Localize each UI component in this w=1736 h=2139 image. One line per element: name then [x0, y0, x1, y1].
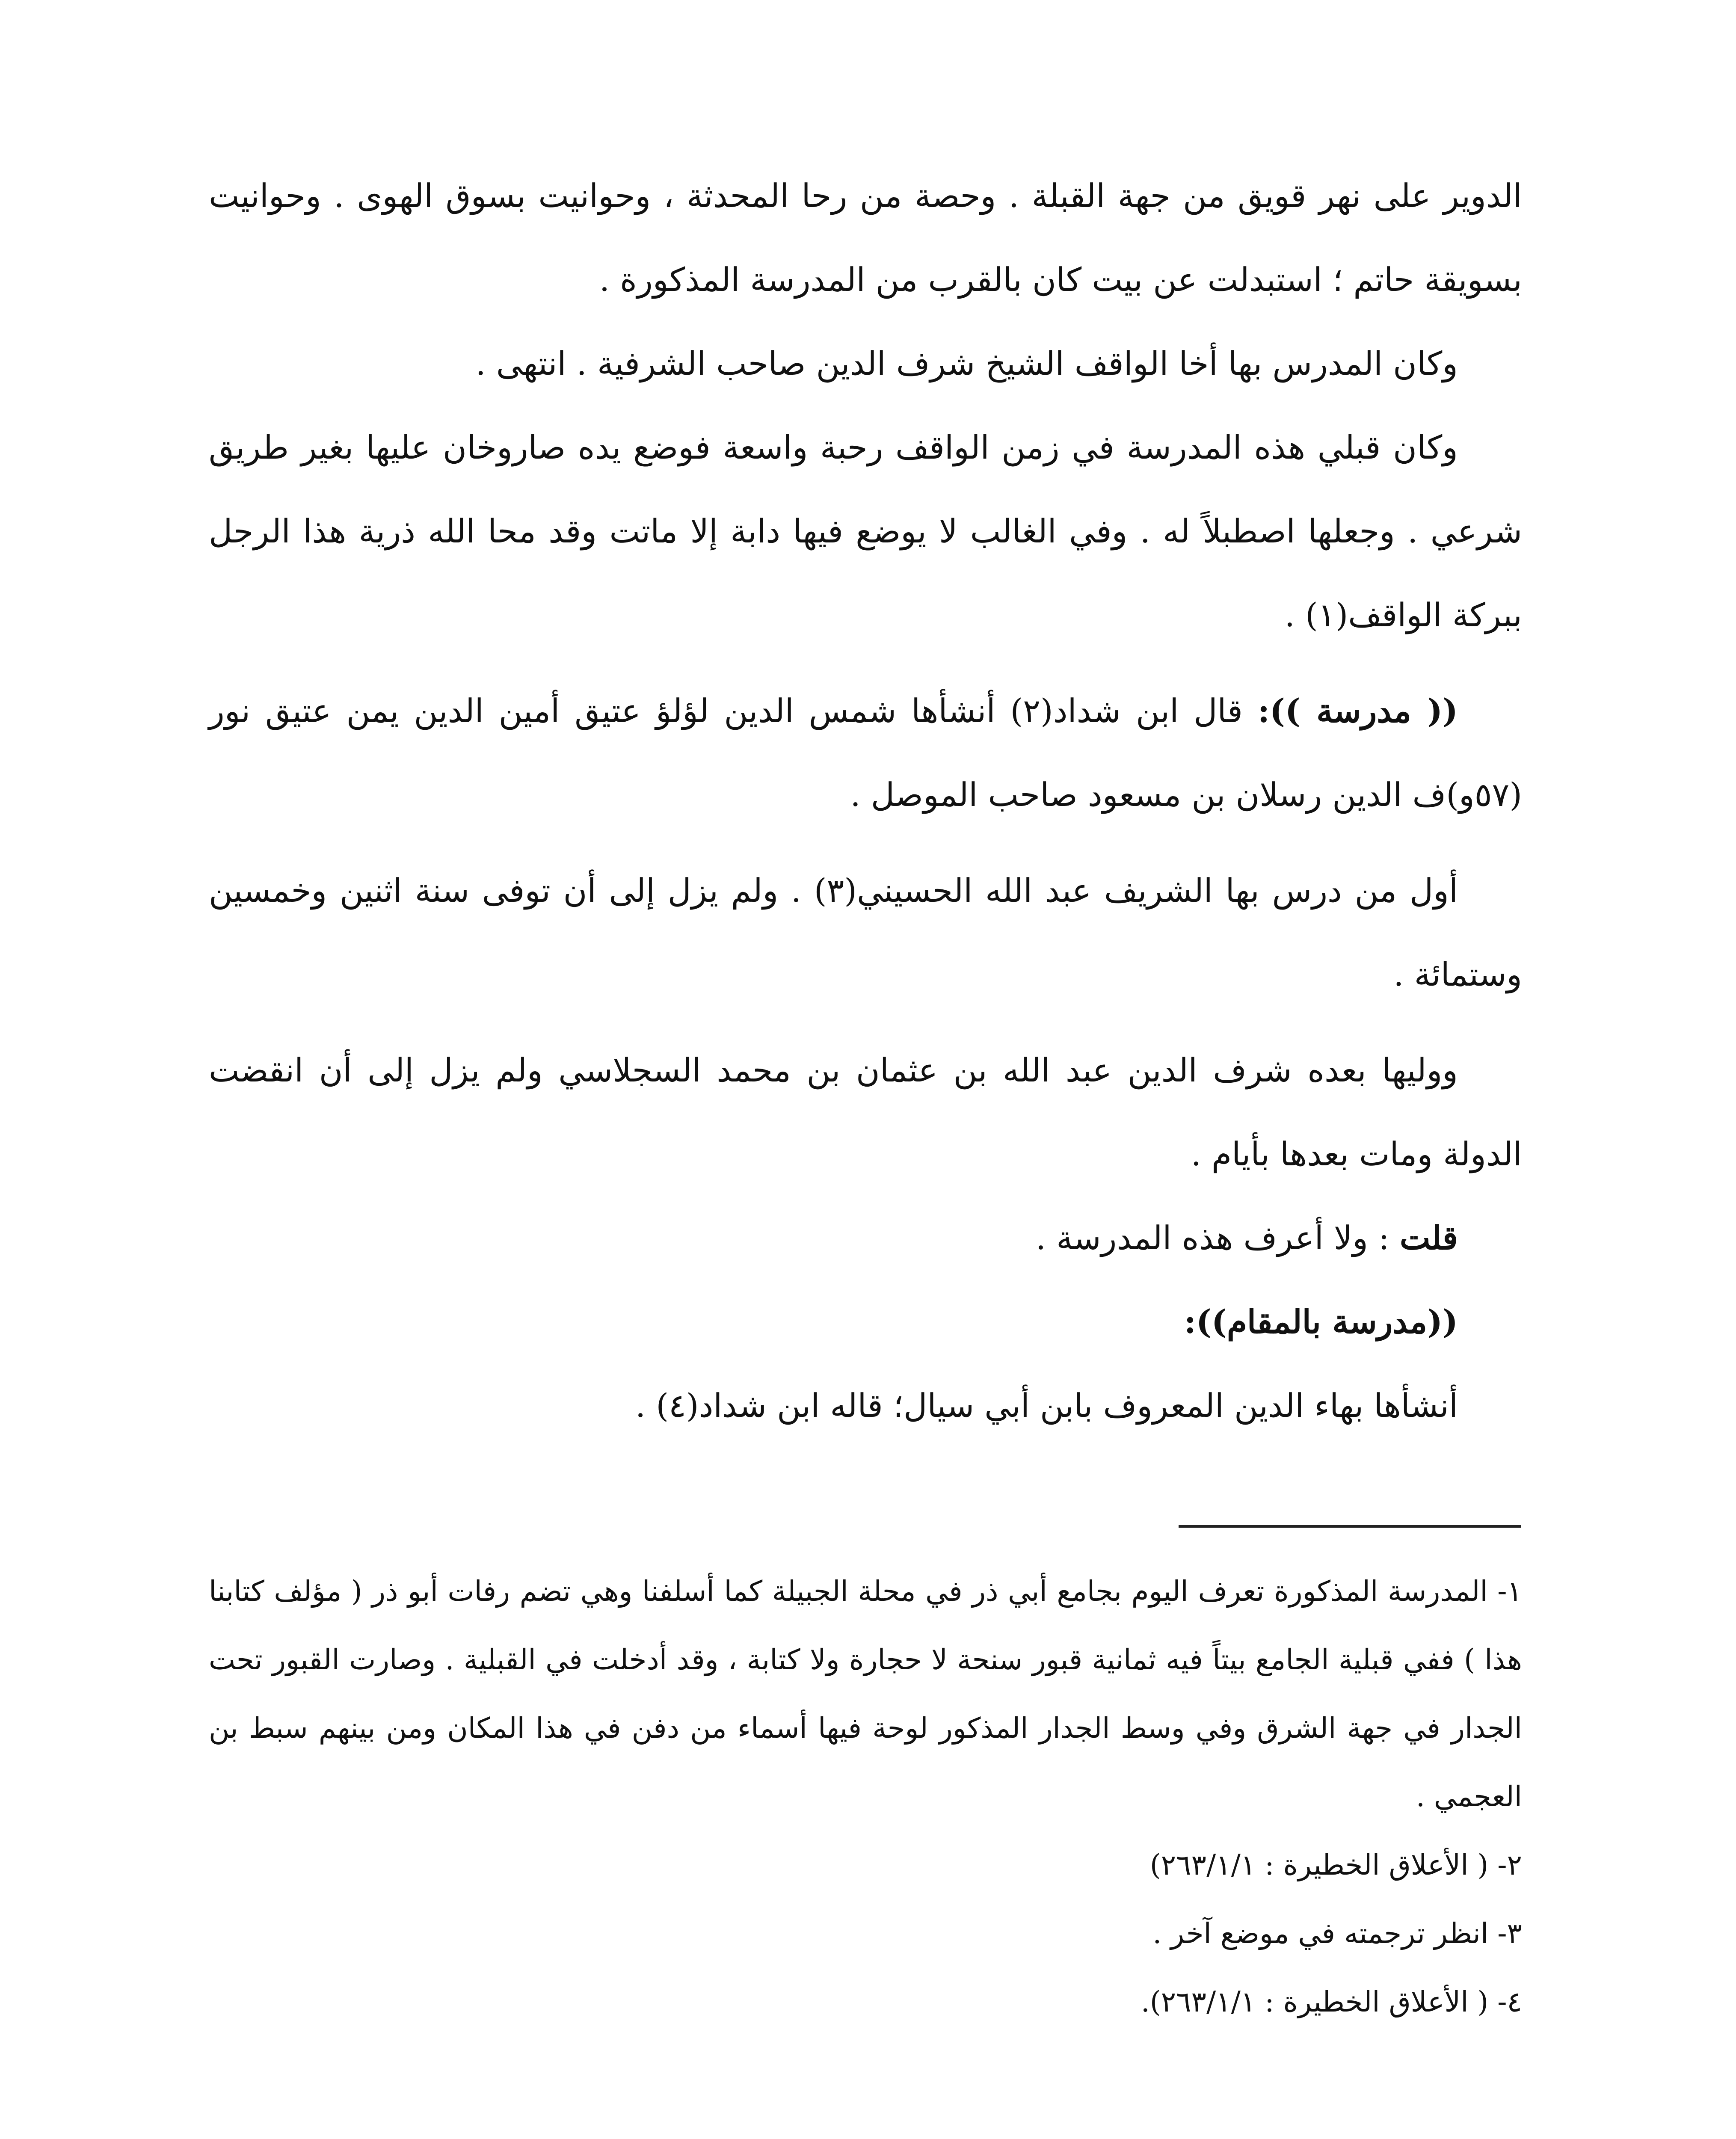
paragraph-4: [209, 669, 1522, 837]
footnote-4: ٤- ( الأعلاق الخطيرة : ٢٦٣/١/١).: [1141, 1985, 1522, 2018]
paragraph-3: وكان قبلي هذه المدرسة في زمن الواقف رحبة واسعة فوضع يده صاروخان عليها بغير طريق شرعي . وجعلها اصطبلاً له . وفي الغالب لا يوضع فيها دابة إلا ماتت وقد محا الله ذرية هذا الرجل ببركة الواقف(١) .: [209, 428, 1522, 634]
section-heading-madrasa-bil-maqam: ((مدرسة بالمقام)):: [1184, 1303, 1458, 1341]
paragraph-6: ووليها بعده شرف الدين عبد الله بن عثمان بن محمد السجلاسي ولم يزل إلى أن انقضت الدولة ومات بعدها بأيام .: [209, 1051, 1522, 1173]
footnote-3: ٣- انظر ترجمته في موضع آخر .: [1152, 1917, 1522, 1950]
main-text-body: [209, 154, 1522, 1448]
paragraph-5: أول من درس بها الشريف عبد الله الحسيني(٣) . ولم يزل إلى أن توفى سنة اثنين وخمسين وستمائة .: [209, 871, 1522, 993]
paragraph-1: الدوير على نهر قويق من جهة القبلة . وحصة من رحا المحدثة ، وحوانيت بسوق الهوى . وحوانيت بسويقة حاتم ؛ استبدلت عن بيت كان بالقرب من المدرسة المذكورة .: [209, 177, 1522, 299]
section-heading-madrasa: (( مدرسة )):: [1257, 692, 1458, 730]
footnote-separator: [1179, 1525, 1521, 1528]
qultu-label: قلت: [1399, 1219, 1458, 1257]
paragraph-9: أنشأها بهاء الدين المعروف بابن أبي سيال؛ قاله ابن شداد(٤) .: [635, 1386, 1458, 1425]
paragraph-7-text: : ولا أعرف هذه المدرسة .: [1035, 1219, 1400, 1257]
paragraph-4-text: قال ابن شداد(٢) أنشأها شمس الدين لؤلؤ عتيق أمين الدين يمن عتيق نور (٥٧و)ف الدين رسلان بن مسعود صاحب الموصل .: [209, 692, 1522, 814]
paragraph-2: وكان المدرس بها أخا الواقف الشيخ شرف الدين صاحب الشرفية . انتهى .: [475, 344, 1458, 382]
footnotes-section: [209, 1557, 1522, 2036]
footnote-1: ١- المدرسة المذكورة تعرف اليوم بجامع أبي ذر في محلة الجبيلة كما أسلفنا وهي تضم رفات أبو ذر ( مؤلف كتابنا هذا ) ففي قبلية الجامع بيتاً فيه ثمانية قبور سنحة لا حجارة ولا كتابة ، وقد أدخلت في القبلية . وصارت القبور تحت الجدار في جهة الشرق وفي وسط الجدار المذكور لوحة فيها أسماء من دفن في هذا المكان ومن بينهم سبط بن العجمي .: [209, 1575, 1522, 1813]
paragraph-7: [209, 1196, 1522, 1280]
footnote-2: ٢- ( الأعلاق الخطيرة : ٢٦٣/١/١): [1149, 1849, 1522, 1881]
